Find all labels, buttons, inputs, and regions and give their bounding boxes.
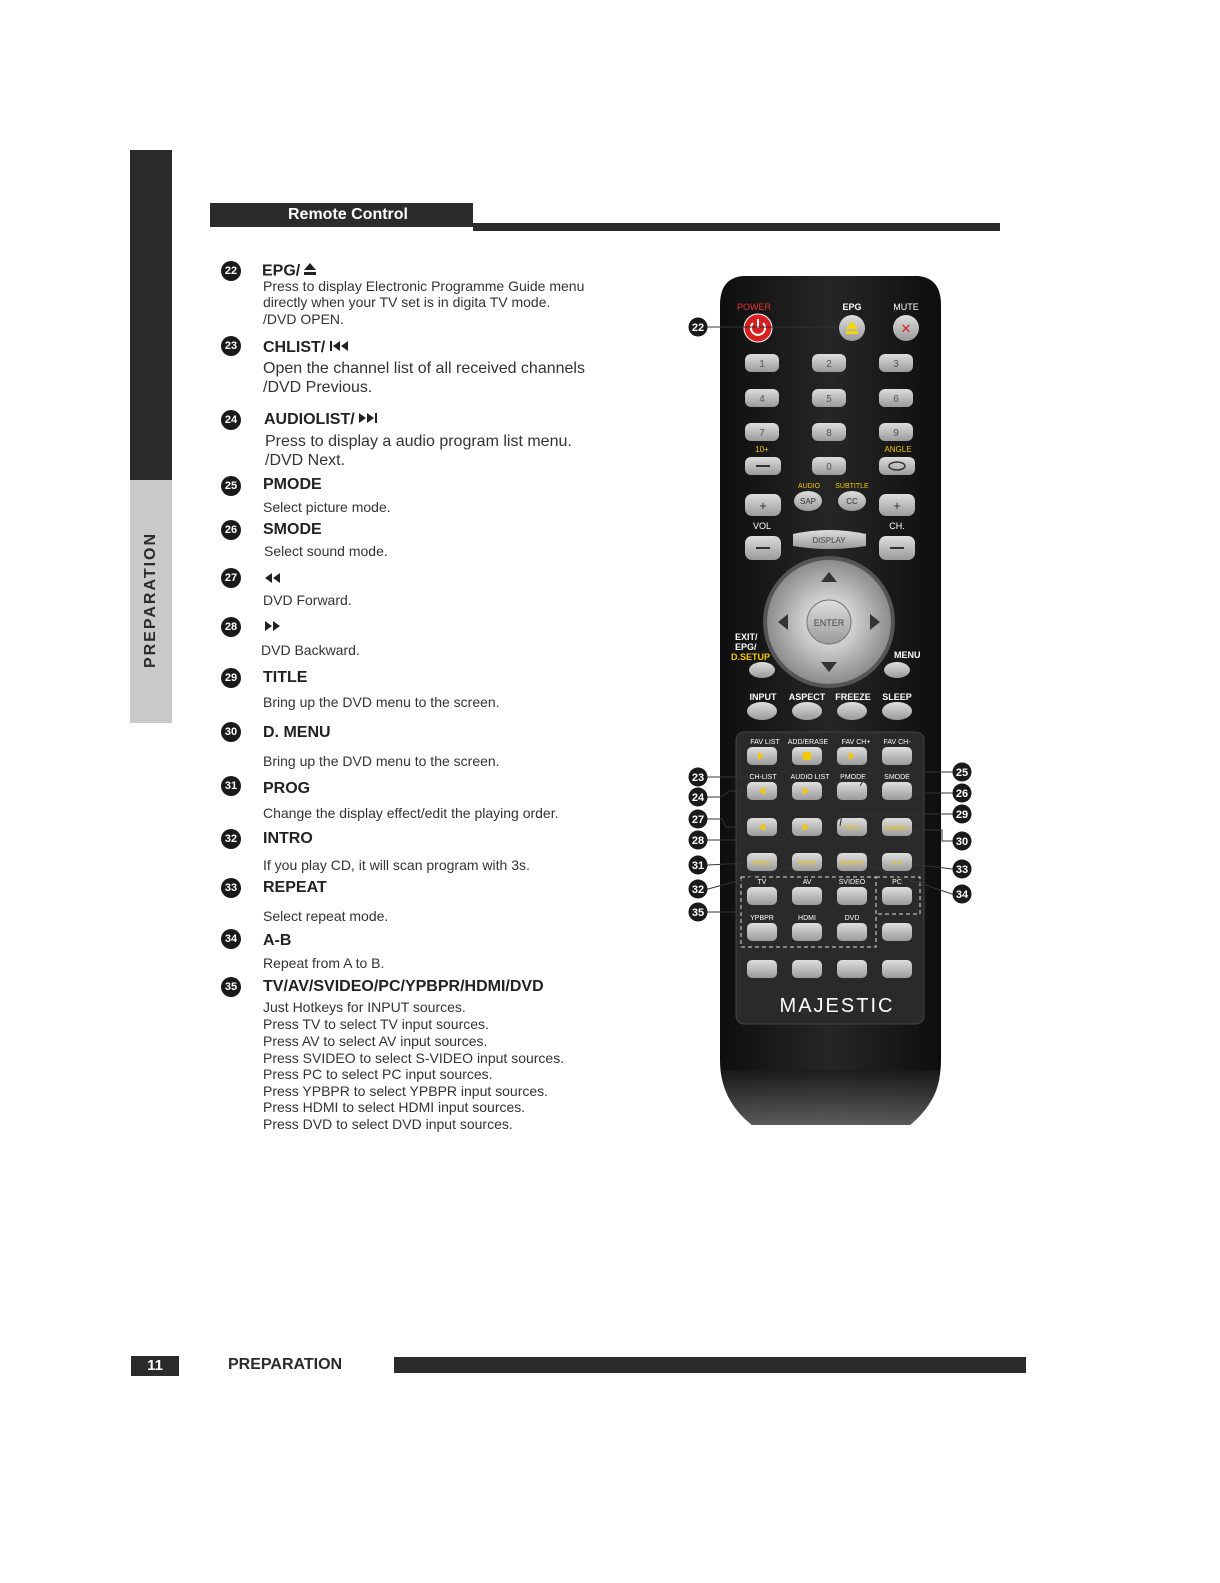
item-number: 29 [221, 668, 241, 688]
panel-label: YPBPR [750, 915, 774, 922]
item-desc-line: If you play CD, it will scan program with 3s. [263, 857, 530, 873]
callout-badge [689, 318, 708, 337]
digit-button[interactable] [879, 389, 913, 407]
digit-label: 9 [893, 428, 899, 439]
item-desc-line: /DVD Previous. [263, 379, 373, 396]
mute-label: MUTE [893, 302, 919, 312]
audio-label: AUDIO [797, 483, 821, 490]
smode-button[interactable] [882, 782, 912, 800]
digit-label: 6 [893, 394, 899, 405]
item-number: 28 [221, 617, 241, 637]
callout-badge [689, 831, 708, 850]
cc-button[interactable] [838, 491, 866, 511]
rewind-button[interactable] [747, 818, 777, 836]
enter-button[interactable] [807, 600, 851, 644]
item-desc-line: Bring up the DVD menu to the screen. [263, 694, 500, 710]
input-label: INPUT [749, 692, 777, 702]
forward-button[interactable] [792, 818, 822, 836]
item-title: SMODE [263, 521, 322, 538]
item-title: PMODE [263, 476, 322, 493]
play-pause-button[interactable] [747, 747, 777, 765]
digit-label: 3 [893, 359, 899, 370]
callout-badge [953, 832, 972, 851]
mute-icon: ✕ [900, 321, 912, 336]
digit-label: 0 [826, 462, 832, 473]
item-title: D. MENU [263, 724, 331, 741]
callout-badge [953, 805, 972, 824]
item-desc-line: DVD Forward. [263, 592, 352, 608]
item-desc-line: /DVD Next. [265, 452, 346, 469]
callout-badge [953, 860, 972, 879]
callout-number: 33 [955, 864, 969, 876]
callout-badge [953, 784, 972, 803]
item-number: 22 [221, 261, 241, 281]
color-button[interactable] [747, 960, 777, 978]
vol-up-button[interactable] [745, 494, 781, 516]
exit-label: EXIT/ [735, 632, 758, 642]
digit-label: 4 [759, 394, 765, 405]
item-desc-line: Press SVIDEO to select S-VIDEO input sources. [263, 1050, 565, 1066]
callout-number: 25 [955, 767, 969, 779]
digit-button[interactable] [812, 423, 846, 441]
digit-button[interactable] [745, 423, 779, 441]
item-title: REPEAT [263, 879, 327, 896]
callout-number: 35 [691, 907, 705, 919]
freeze-label: FREEZE [835, 692, 871, 702]
panel-label: CH-LIST [749, 774, 777, 781]
digit-button[interactable] [879, 423, 913, 441]
ab-button[interactable] [882, 853, 912, 871]
item-number: 30 [221, 722, 241, 742]
digit-label: 8 [826, 428, 832, 439]
dmenu-button[interactable] [882, 818, 912, 836]
epg-label: EPG [842, 302, 862, 312]
callout-number: 22 [691, 322, 705, 334]
item-title: EPG/ [262, 262, 317, 281]
digit-button[interactable] [812, 457, 846, 475]
angle-label: ANGLE [884, 445, 912, 454]
digit-label: 7 [759, 428, 765, 439]
digit-button[interactable] [879, 354, 913, 372]
pc-button[interactable] [882, 887, 912, 905]
callout-number: 30 [955, 836, 969, 848]
item-number: 27 [221, 568, 241, 588]
vol-label: VOL [752, 521, 772, 531]
item-number: 31 [221, 776, 241, 796]
stop-button[interactable] [792, 747, 822, 765]
brand-logo: MAJESTIC [779, 995, 895, 1017]
exit-button[interactable] [749, 662, 775, 678]
exit-epg-label: EPG/ [735, 642, 757, 652]
item-desc-line: Change the display effect/edit the playing order. [263, 805, 559, 821]
pmode-button[interactable] [837, 782, 867, 800]
svg-text:+: + [893, 498, 901, 513]
color-button[interactable] [837, 960, 867, 978]
item-desc-line: DVD Backward. [261, 642, 360, 658]
repeat-button[interactable] [837, 853, 867, 871]
transport-icon [803, 752, 811, 760]
panel-label: DVD [844, 915, 860, 922]
callout-number: 34 [955, 889, 969, 901]
callout-badge [953, 885, 972, 904]
callout-badge [689, 903, 708, 922]
svg-text:+: + [759, 498, 767, 513]
panel-label: PROG [753, 861, 771, 867]
item-desc-line: Select picture mode. [263, 499, 391, 515]
item-desc-line: Press YPBPR to select YPBPR input sources. [263, 1083, 549, 1099]
item-desc-line: Press to display a audio program list menu. [265, 433, 572, 450]
menu-label: MENU [894, 650, 921, 660]
item-title: TV/AV/SVIDEO/PC/YPBPR/HDMI/DVD [263, 978, 544, 995]
callout-number: 31 [691, 860, 705, 872]
vol-down-button[interactable] [745, 536, 781, 560]
item-desc-line: Just Hotkeys for INPUT sources. [263, 999, 466, 1015]
panel-label: AV [802, 879, 812, 886]
tv-button[interactable] [747, 887, 777, 905]
menu-button[interactable] [884, 662, 910, 678]
callout-number: 29 [955, 809, 969, 821]
color-button[interactable] [882, 960, 912, 978]
panel-label: AUDIO LIST [790, 774, 830, 781]
aspect-button[interactable] [792, 702, 822, 720]
svg-text:ENTER: ENTER [813, 618, 845, 628]
item-desc-line: Open the channel list of all received channels [263, 360, 585, 377]
item-desc-line: Press PC to select PC input sources. [263, 1066, 493, 1082]
item-number: 33 [221, 878, 241, 898]
color-button[interactable] [792, 960, 822, 978]
item-title: AUDIOLIST/ [264, 411, 379, 429]
item-number: 25 [221, 476, 241, 496]
callout-number: 23 [691, 772, 705, 784]
panel-label: FAV CH- [883, 739, 911, 746]
panel-label: REPEAT [840, 861, 864, 867]
sleep-label: SLEEP [882, 692, 912, 702]
digit-button[interactable] [812, 389, 846, 407]
item-title: TITLE [263, 669, 308, 686]
item-desc-line: Select repeat mode. [263, 908, 389, 924]
item-desc-line: Press TV to select TV input sources. [263, 1016, 489, 1032]
item-title: A-B [263, 932, 292, 949]
subtitle-label: SUBTITLE [835, 483, 869, 490]
digit-button[interactable] [745, 354, 779, 372]
dvd-button[interactable] [837, 923, 867, 941]
panel-label: FAV CH+ [841, 739, 871, 746]
angle-button[interactable] [879, 457, 915, 475]
remote-bottom [722, 1070, 940, 1125]
digit-label: 2 [826, 359, 832, 370]
audio-list-button[interactable] [792, 782, 822, 800]
panel-label: FAV LIST [750, 739, 780, 746]
panel-label: SMODE [884, 774, 910, 781]
item-desc-line: directly when your TV set is in digita TV mode. [263, 294, 551, 310]
callout-badge [953, 763, 972, 782]
item-number: 35 [221, 977, 241, 997]
aspect-label: ASPECT [788, 692, 826, 702]
callout-badge [689, 880, 708, 899]
ch-list-button[interactable] [747, 782, 777, 800]
panel-label: PC [892, 879, 902, 886]
input-button[interactable] [747, 702, 777, 720]
item-title: CHLIST/ [263, 339, 351, 357]
sap-button[interactable] [794, 491, 822, 511]
panel-label: A-B [891, 861, 903, 867]
freeze-button[interactable] [837, 702, 867, 720]
intro-button[interactable] [792, 853, 822, 871]
ch-label: CH. [889, 521, 905, 531]
item-desc-line: Press to display Electronic Programme Guide menu [263, 278, 585, 294]
item-desc-line: Select sound mode. [264, 543, 388, 559]
callout-badge [689, 856, 708, 875]
hdmi-button[interactable] [792, 923, 822, 941]
av-button[interactable] [792, 887, 822, 905]
panel-label: HDMI [798, 915, 816, 922]
item-number: 34 [221, 929, 241, 949]
ten-plus-button[interactable] [745, 457, 781, 475]
digit-label: 5 [826, 394, 832, 405]
dsetup-label: D.SETUP [731, 652, 771, 662]
callout-number: 26 [955, 788, 969, 800]
callout-number: 28 [691, 835, 705, 847]
epg-eject-button[interactable] [839, 315, 865, 341]
panel-label: TV [757, 879, 767, 886]
svg-text:DISPLAY: DISPLAY [812, 536, 846, 545]
ypbpr-button[interactable] [747, 923, 777, 941]
callout-badge [689, 788, 708, 807]
item-desc-line: Bring up the DVD menu to the screen. [263, 753, 500, 769]
callout-badge [689, 768, 708, 787]
panel-label: INTRO [797, 861, 817, 867]
ch-up-button[interactable] [879, 494, 915, 516]
svg-text:CC: CC [846, 497, 858, 506]
sleep-button[interactable] [882, 702, 912, 720]
item-number: 23 [221, 336, 241, 356]
mute-button[interactable] [893, 315, 919, 341]
callout-number: 27 [691, 814, 705, 826]
panel-label: PMODE [840, 774, 866, 781]
ten-plus-label: 10+ [755, 445, 769, 454]
power-label: POWER [736, 302, 772, 312]
item-number: 24 [221, 410, 241, 430]
callout-number: 24 [691, 792, 705, 804]
item-desc-line: Repeat from A to B. [263, 955, 385, 971]
callout-number: 32 [691, 884, 705, 896]
item-desc-line: /DVD OPEN. [263, 311, 344, 327]
item-title: PROG [263, 780, 311, 797]
power-button[interactable] [744, 314, 772, 342]
title-button[interactable] [837, 818, 867, 836]
digit-label: 1 [759, 359, 765, 370]
extra-button[interactable] [882, 923, 912, 941]
item-desc-line: Press HDMI to select HDMI input sources. [263, 1099, 526, 1115]
ch-down-button[interactable] [879, 536, 915, 560]
digit-button[interactable] [812, 354, 846, 372]
item-desc-line: Press AV to select AV input sources. [263, 1033, 488, 1049]
item-number: 32 [221, 829, 241, 849]
item-desc-line: Press DVD to select DVD input sources. [263, 1116, 513, 1132]
panel-label: ADD/ERASE [787, 739, 829, 746]
footer-label: PREPARATION [228, 1356, 343, 1373]
svg-text:SAP: SAP [799, 497, 817, 506]
page-number: 11 [147, 1357, 163, 1374]
fav-ch-minus-button[interactable] [882, 747, 912, 765]
footer-rule [394, 1357, 1026, 1373]
item-number: 26 [221, 520, 241, 540]
item-title: INTRO [263, 830, 313, 847]
section-title: Remote Control [288, 206, 408, 223]
panel-label: D.MENU [885, 826, 909, 832]
prog-button[interactable] [747, 853, 777, 871]
panel-label: SVIDEO [838, 879, 866, 886]
fav-ch-plus-button[interactable] [837, 747, 867, 765]
callout-badge [689, 810, 708, 829]
svideo-button[interactable] [837, 887, 867, 905]
digit-button[interactable] [745, 389, 779, 407]
display-button[interactable] [793, 530, 866, 549]
panel-label: TITLE [843, 826, 861, 832]
